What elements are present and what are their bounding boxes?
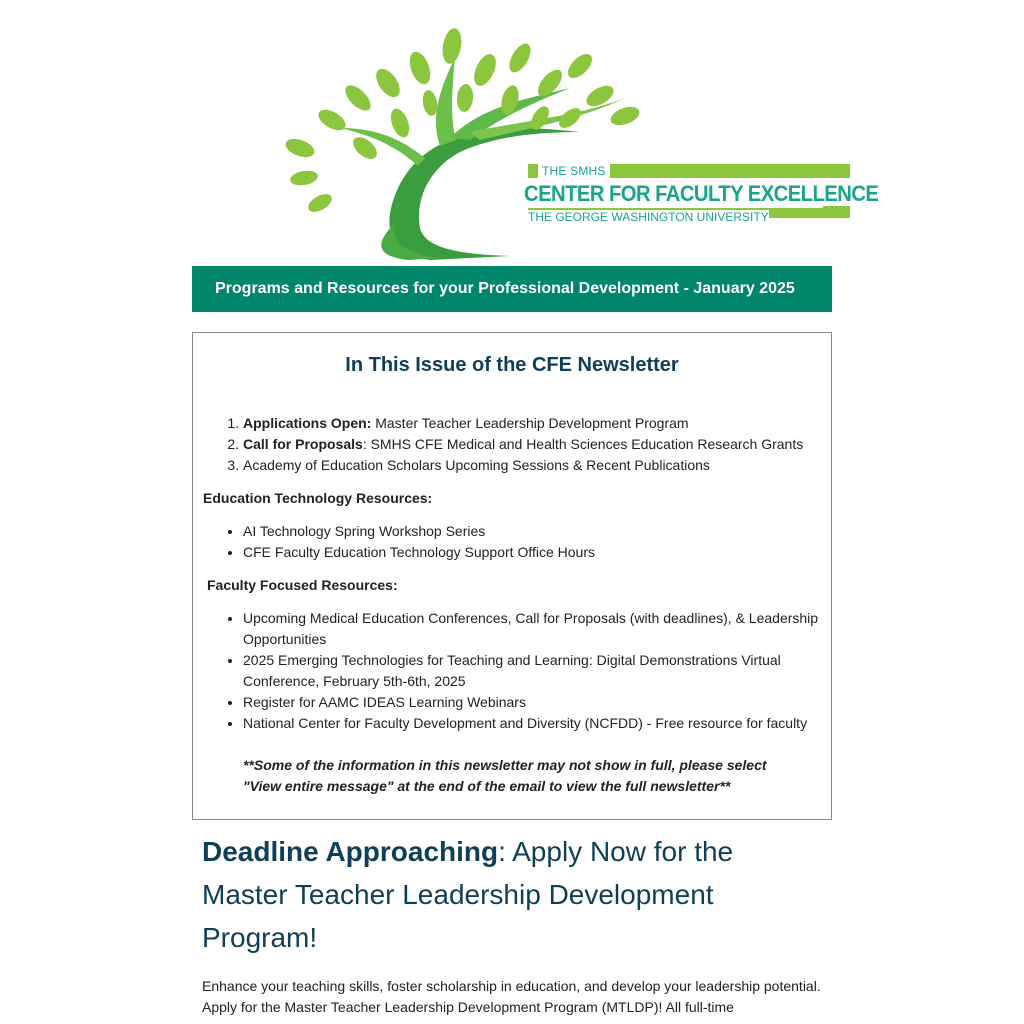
list-item-text: Academy of Education Scholars Upcoming Sessions & Recent Publications [243,457,710,473]
faculty-list [243,608,823,734]
list-item[interactable]: • Upcoming Medical Education Conferences, Call for Proposals (with deadlines), & Leadership Opportunities [243,608,823,650]
list-item[interactable] [243,413,823,434]
list-item[interactable] [243,434,823,455]
list-item[interactable]: • AI Technology Spring Workshop Series [243,521,823,542]
list-item[interactable]: • CFE Faculty Education Technology Support Office Hours [243,542,823,563]
logo-line-gwu: THE GEORGE WASHINGTON UNIVERSITY [528,210,769,224]
list-item[interactable] [243,455,823,476]
list-item-bold: Applications Open: [243,415,372,431]
list-item-bold: Call for Proposals [243,436,363,452]
headline-text: : Apply Now for the Master Teacher Leadership Development Program! [202,836,734,953]
list-item[interactable]: • National Center for Faculty Development and Diversity (NCFDD) - Free resource for faculty [243,713,823,734]
section-headline [202,830,802,959]
logo-line-cfe: CENTER FOR FACULTY EXCELLENCE [524,181,879,206]
logo-line-smhs: THE SMHS [538,164,610,178]
edtech-list [243,521,823,563]
toc-note: **Some of the information in this newsletter may not show in full, please select "View entire message" at the end of the email to view the full newsletter** [243,757,767,794]
toc-numbered-list [243,413,823,476]
toc-title: In This Issue of the CFE Newsletter [345,354,679,376]
headline-bold: Deadline Approaching [202,836,499,867]
faculty-heading: Faculty Focused Resources: [207,577,398,593]
newsletter-banner: Programs and Resources for your Professional Development - January 2025 [192,266,832,312]
list-item[interactable]: • 2025 Emerging Technologies for Teaching and Learning: Digital Demonstrations Virtual Conference, February 5th-6th, 2025 [243,650,823,692]
logo-text [524,162,879,226]
list-item-text: : SMHS CFE Medical and Health Sciences Education Research Grants [362,436,804,452]
cfe-logo [280,28,879,264]
list-item-text: Master Teacher Leadership Development Program [371,415,689,431]
edtech-heading: Education Technology Resources: [203,490,433,506]
section-body: Enhance your teaching skills, foster scholarship in education, and develop your leadership potential. Apply for the Master Teacher Leadership Development Program (MTLDP)! All full-time [202,978,821,1015]
table-of-contents [192,332,832,820]
list-item[interactable]: • Register for AAMC IDEAS Learning Webinars [243,692,823,713]
tree-logo-icon [280,28,750,264]
